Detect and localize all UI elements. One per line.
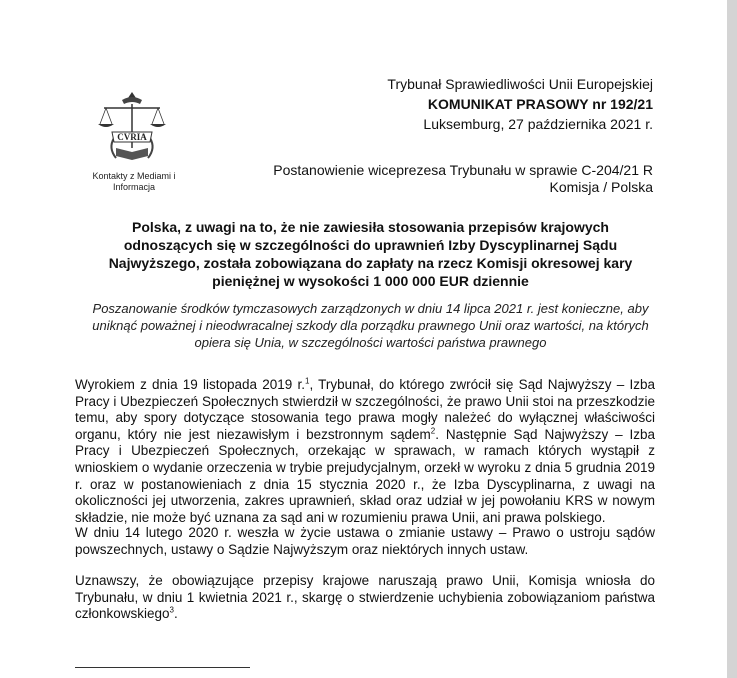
paragraph-2: W dniu 14 lutego 2020 r. weszła w życie ustawa o zmianie ustawy – Prawo o ustroju sądów powszechnych, ustawy o Sądzie Najwyższym oraz niektórych innych ustaw.	[75, 525, 655, 557]
paragraph-1-part-b: , Trybunał, do którego zwrócił się Sąd Najwyższy – Izba Pracy i Ubezpieczeń Społecznych stwierdził w szczególności, że prawo Unii stoi na przeszkodzie temu, aby spory dotyczące stosowania tego prawa mogły należeć do wyłącznej właściwości organu, który nie jest niezawisłym i bezstronnym sądem	[75, 377, 655, 442]
footnote-ref-3[interactable]: 3	[169, 605, 174, 615]
paragraph-3-part-a: Uznawszy, że obowiązujące przepisy krajowe naruszają prawo Unii, Komisja wniosła do Trybunału, w dniu 1 kwietnia 2021 r., skargę o stwierdzenie uchybienia zobowiązaniom państwa członkowskiego	[75, 573, 655, 622]
paragraph-3	[75, 573, 655, 623]
case-order: Postanowienie wiceprezesa Trybunału w sprawie C-204/21 R	[273, 162, 653, 178]
paragraph-1-part-a: Wyrokiem z dnia 19 listopada 2019 r.	[75, 377, 306, 392]
paragraph-1-part-c: . Następnie Sąd Najwyższy – Izba Pracy i Ubezpieczeń Społecznych, orzekając w sprawach, w ramach których wystąpił z wnioskiem o wydanie orzeczenia w trybie prejudycjalnym, orzekł w wyroku z dnia 5 grudnia 2019 r. oraz w postanowieniach z dnia 15 stycznia 2020 r., że Izba Dyscyplinarna, z uwagi na okoliczności jej utworzenia, zakres uprawnień, skład oraz udział w jej powołaniu KRS w nowym składzie, nie może być uznana za sąd ani w rozumieniu prawa Unii, ani prawa polskiego.	[75, 426, 655, 525]
court-name: Trybunał Sprawiedliwości Unii Europejskiej	[387, 76, 653, 92]
window-edge	[727, 0, 737, 678]
press-release-number: KOMUNIKAT PRASOWY nr 192/21	[427, 96, 653, 112]
press-release-title: Polska, z uwagi na to, że nie zawiesiła stosowania przepisów krajowych odnoszących się w szczególności do uprawnień Izby Dyscyplinarnej Sądu Najwyższego, została zobowiązana do zapłaty na rzecz Komisji okresowej kary pieniężnej w wysokości 1 000 000 EUR dziennie	[108, 219, 633, 289]
paragraph-1	[75, 377, 655, 526]
press-release-subtitle: Poszanowanie środków tymczasowych zarządzonych w dniu 14 lipca 2021 r. jest konieczne, aby uniknąć poważnej i nieodwracalnej szkody dla porządku prawnego Unii oraz wartości, na których opiera się Unia, w szczególności wartości państwa prawnego	[92, 301, 649, 350]
logo-caption: Kontakty z Mediami i Informacja	[92, 171, 176, 192]
case-parties: Komisja / Polska	[549, 179, 653, 195]
paragraph-3-period: .	[174, 606, 178, 622]
svg-text:CVRIA: CVRIA	[117, 132, 147, 142]
footnote-divider	[75, 667, 250, 668]
footnote-ref-2[interactable]: 2	[430, 426, 436, 436]
curia-logo	[92, 88, 172, 168]
footnote-ref-1[interactable]: 1	[305, 376, 310, 386]
release-date: Luksemburg, 27 października 2021 r.	[423, 116, 653, 132]
